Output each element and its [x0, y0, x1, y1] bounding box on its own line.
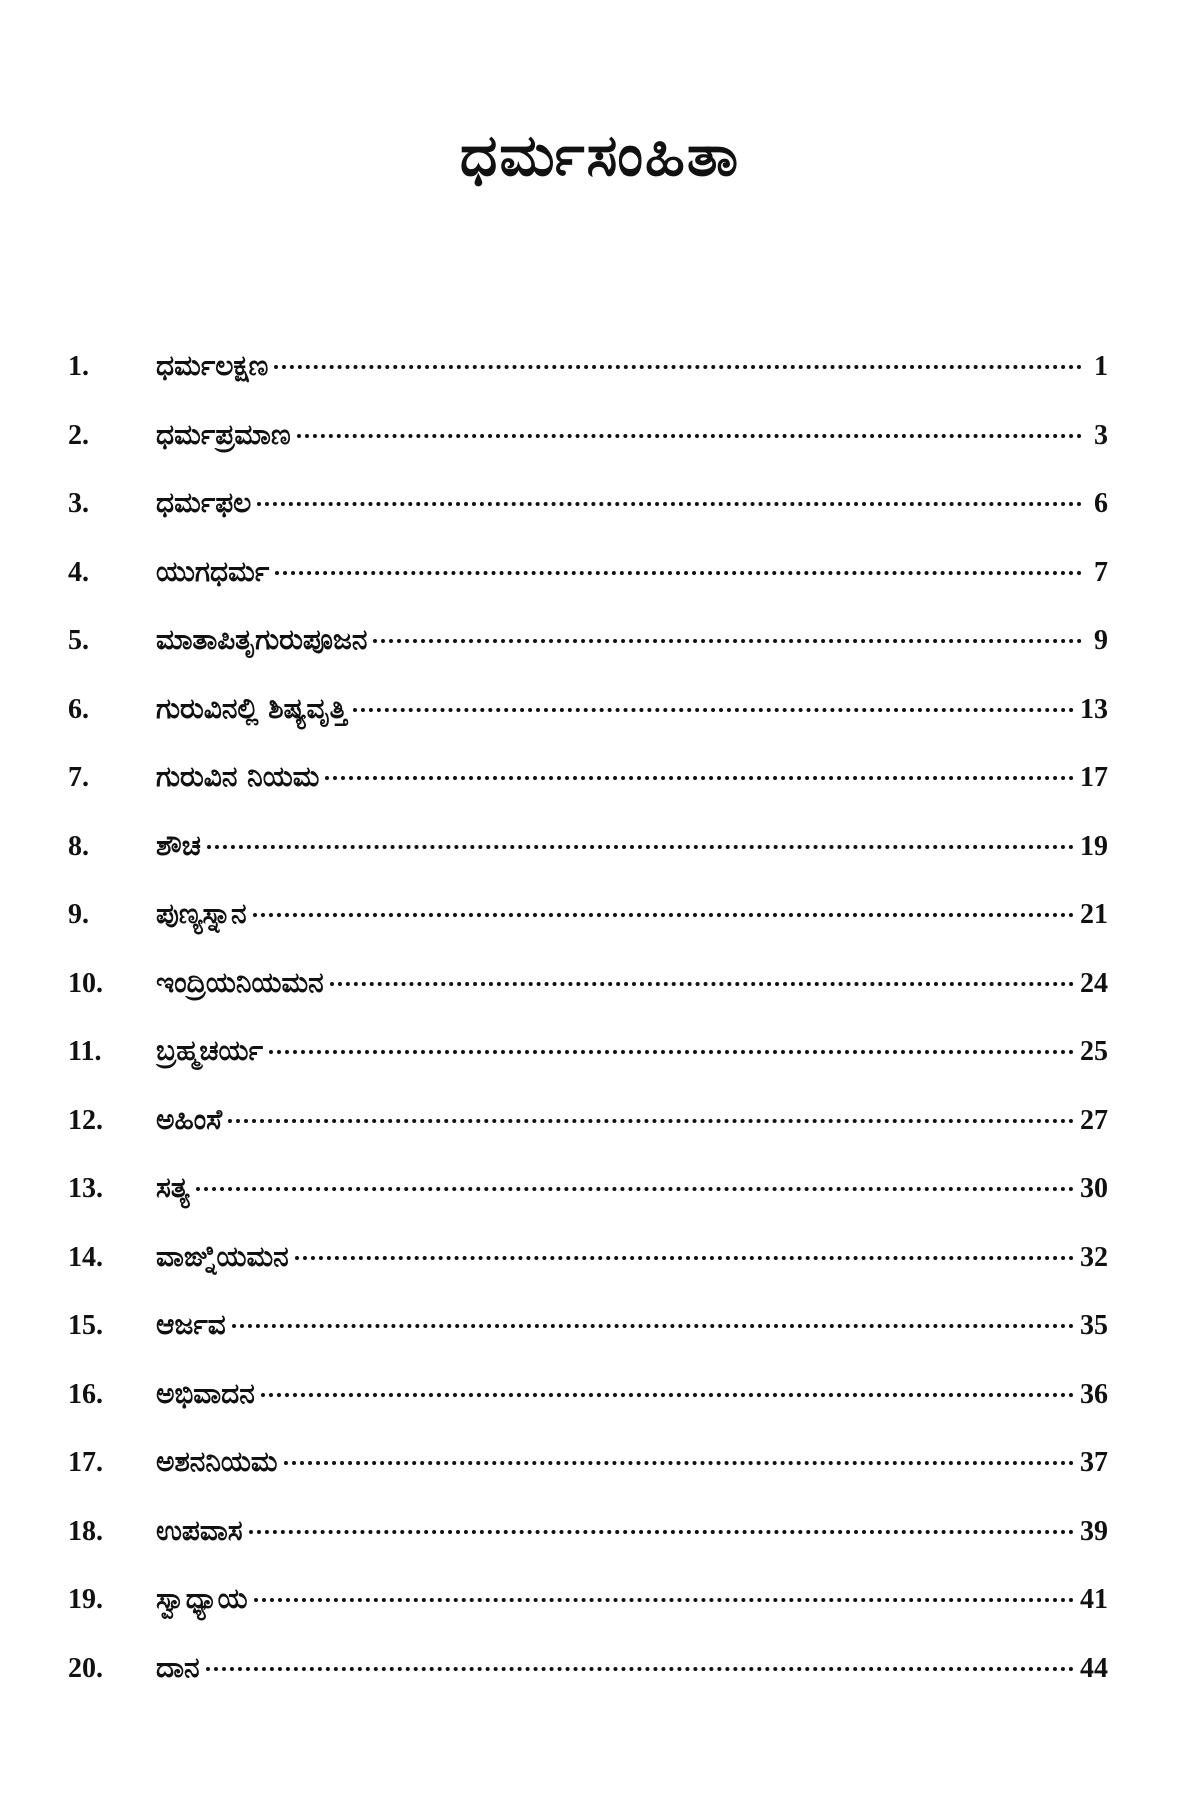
toc-row — [68, 346, 1108, 415]
toc-title: ಧರ್ಮಲಕ್ಷಣ — [156, 349, 269, 382]
toc-number: 10. — [68, 967, 103, 999]
toc-number: 6. — [68, 693, 89, 725]
toc-title: ಸತ್ಯ — [156, 1171, 190, 1204]
toc-title: ಸ್ವಾಧ್ಯಾಯ — [156, 1582, 248, 1615]
toc-page-number: 24 — [1080, 967, 1108, 999]
toc-title: ಅಹಿಂಸೆ — [156, 1102, 223, 1136]
toc-row — [68, 1237, 1108, 1306]
toc-number: 1. — [68, 351, 89, 382]
toc-title: ವಾಙ್ನಿಯಮನ — [156, 1239, 289, 1273]
toc-leader-dots — [330, 982, 1074, 986]
toc-number: 16. — [68, 1378, 103, 1410]
toc-row — [68, 1168, 1108, 1237]
toc-leader-dots — [257, 502, 1082, 506]
toc-row — [68, 757, 1108, 826]
toc-number: 18. — [68, 1515, 103, 1547]
toc-title: ಇಂದ್ರಿಯನಿಯಮನ — [156, 965, 324, 999]
toc-leader-dots — [325, 776, 1074, 780]
toc-leader-dots — [196, 1187, 1074, 1191]
toc-row — [68, 415, 1108, 484]
toc-number: 8. — [68, 830, 89, 862]
toc-number: 11. — [68, 1036, 102, 1067]
toc-page-number: 36 — [1080, 1378, 1108, 1410]
toc-leader-dots — [373, 639, 1082, 643]
toc-leader-dots — [261, 1393, 1074, 1397]
toc-leader-dots — [275, 571, 1082, 575]
toc-leader-dots — [253, 913, 1074, 917]
toc-row — [68, 483, 1108, 552]
toc-leader-dots — [274, 365, 1082, 369]
toc-page-number: 30 — [1080, 1173, 1108, 1204]
toc-page-number: 44 — [1080, 1652, 1108, 1684]
toc-title: ಗುರುವಿನ ನಿಯಮ — [156, 760, 320, 793]
toc-page-number: 3 — [1094, 419, 1108, 451]
toc-leader-dots — [269, 1050, 1074, 1054]
toc-leader-dots — [228, 1119, 1074, 1123]
toc-title: ಶೌಚ — [156, 828, 201, 862]
toc-page-number: 41 — [1080, 1584, 1108, 1615]
toc-row — [68, 894, 1108, 963]
toc-row — [68, 1579, 1108, 1648]
toc-title: ದಾನ — [156, 1650, 200, 1684]
toc-page-number: 32 — [1080, 1241, 1108, 1273]
toc-page-number: 13 — [1080, 693, 1108, 725]
toc-row — [68, 1442, 1108, 1511]
toc-leader-dots — [207, 845, 1074, 849]
toc-row — [68, 1648, 1108, 1717]
toc-row — [68, 1374, 1108, 1443]
toc-row — [68, 552, 1108, 621]
toc-number: 14. — [68, 1241, 103, 1273]
toc-leader-dots — [297, 434, 1082, 438]
toc-leader-dots — [254, 1598, 1074, 1602]
toc-leader-dots — [295, 1256, 1074, 1260]
toc-page-number: 25 — [1080, 1036, 1108, 1067]
toc-title: ಗುರುವಿನಲ್ಲಿ ಶಿಷ್ಯವೃತ್ತಿ — [156, 691, 347, 725]
toc-row — [68, 1305, 1108, 1374]
toc-number: 3. — [68, 488, 89, 519]
toc-page-number: 19 — [1080, 830, 1108, 862]
toc-row — [68, 963, 1108, 1032]
toc-row — [68, 1031, 1108, 1100]
toc-title: ಉಪವಾಸ — [156, 1513, 243, 1547]
toc-number: 15. — [68, 1310, 103, 1341]
toc-page-number: 9 — [1094, 625, 1108, 656]
toc-leader-dots — [284, 1461, 1074, 1465]
toc-page-number: 1 — [1094, 351, 1108, 382]
toc-number: 7. — [68, 762, 89, 793]
page-title: ಧರ್ಮಸಂಹಿತಾ — [459, 121, 741, 189]
toc-number: 20. — [68, 1652, 103, 1684]
toc-number: 13. — [68, 1173, 103, 1204]
toc-page-number: 21 — [1080, 899, 1108, 930]
toc-number: 19. — [68, 1584, 103, 1615]
toc-number: 12. — [68, 1104, 103, 1136]
toc-row — [68, 1511, 1108, 1580]
toc-title: ಪುಣ್ಯಸ್ನಾನ — [156, 897, 247, 930]
toc-row — [68, 620, 1108, 689]
toc-title: ಆರ್ಜವ — [156, 1308, 226, 1341]
toc-row — [68, 826, 1108, 895]
toc-leader-dots — [232, 1324, 1074, 1328]
toc-title: ಧರ್ಮಫಲ — [156, 486, 252, 519]
toc-number: 9. — [68, 899, 89, 930]
toc-leader-dots — [249, 1530, 1074, 1534]
toc-title: ಮಾತಾಪಿತೃಗುರುಪೂಜನ — [156, 623, 368, 656]
toc-leader-dots — [206, 1667, 1074, 1671]
toc-title: ಬ್ರಹ್ಮಚರ್ಯ — [156, 1034, 264, 1067]
toc-page-number: 37 — [1080, 1447, 1108, 1478]
toc-title: ಯುಗಧರ್ಮ — [156, 554, 270, 588]
toc-row — [68, 1100, 1108, 1169]
toc-page-number: 17 — [1080, 762, 1108, 793]
toc-row — [68, 689, 1108, 758]
toc-title: ಅಭಿವಾದನ — [156, 1376, 255, 1410]
toc-page-number: 6 — [1094, 488, 1108, 519]
toc-leader-dots — [353, 708, 1074, 712]
table-of-contents — [68, 346, 1108, 1716]
toc-number: 2. — [68, 419, 89, 451]
toc-page-number: 35 — [1080, 1310, 1108, 1341]
toc-page-number: 27 — [1080, 1104, 1108, 1136]
toc-number: 17. — [68, 1447, 103, 1478]
toc-title: ಅಶನನಿಯಮ — [156, 1445, 278, 1478]
toc-number: 5. — [68, 625, 89, 656]
toc-number: 4. — [68, 556, 89, 588]
toc-page-number: 39 — [1080, 1515, 1108, 1547]
toc-page-number: 7 — [1094, 556, 1108, 588]
toc-title: ಧರ್ಮಪ್ರಮಾಣ — [156, 417, 291, 451]
